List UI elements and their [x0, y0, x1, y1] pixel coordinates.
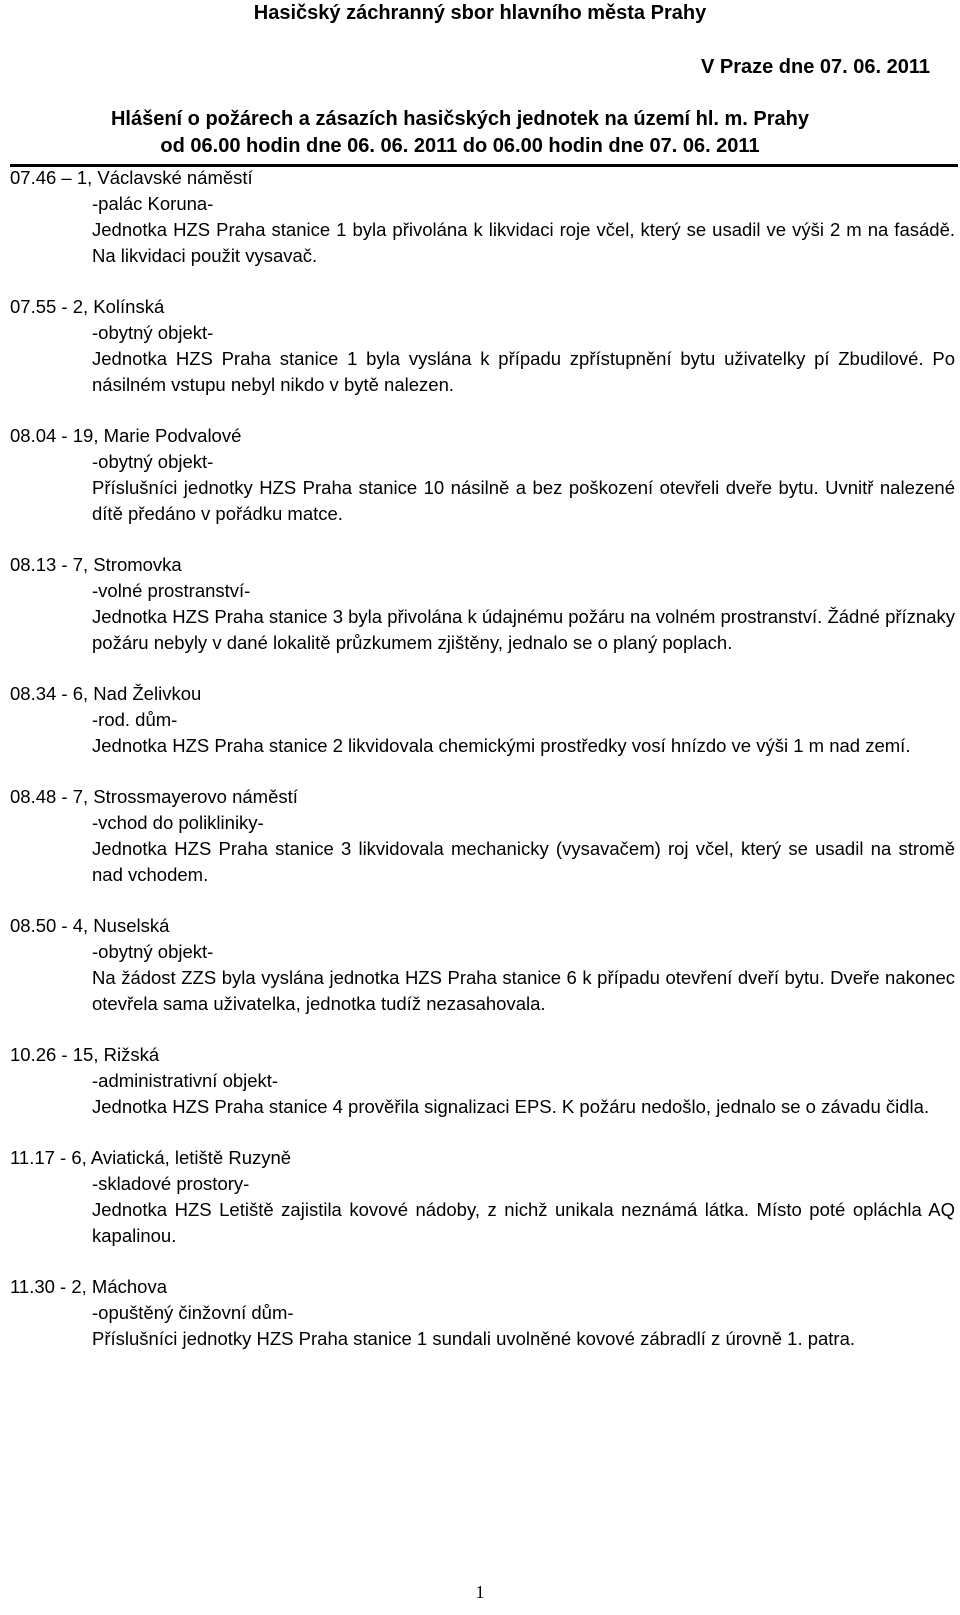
- incident-description: Příslušníci jednotky HZS Praha stanice 10 násilně a bez poškození otevřeli dveře bytu. Uvnitř nalezené dítě předáno v pořádku matce.: [92, 477, 955, 524]
- incident-entry: [10, 784, 955, 888]
- incident-entry: [10, 423, 955, 527]
- page-number: 1: [475, 1582, 485, 1602]
- incident-time-location: 11.30 - 2, Máchova: [10, 1276, 167, 1297]
- incident-description: Jednotka HZS Praha stanice 4 prověřila signalizaci EPS. K požáru nedošlo, jednalo se o závadu čidla.: [92, 1096, 930, 1117]
- incident-object: -obytný objekt-: [92, 941, 214, 962]
- incident-entry: [10, 1145, 955, 1249]
- incident-object: -opuštěný činžovní dům-: [92, 1302, 294, 1323]
- org-title: Hasičský záchranný sbor hlavního města Prahy: [253, 2, 707, 24]
- incident-description: Na žádost ZZS byla vyslána jednotka HZS Praha stanice 6 k případu otevření dveří bytu. Dveře nakonec otevřela sama uživatelka, jednotka tudíž nezasahovala.: [92, 967, 955, 1014]
- incident-time-location: 08.13 - 7, Stromovka: [10, 554, 182, 575]
- incident-time-location: 07.46 – 1, Václavské náměstí: [10, 167, 253, 188]
- incident-list: [10, 165, 955, 1377]
- report-date: V Praze dne 07. 06. 2011: [700, 56, 930, 78]
- incident-entry: [10, 294, 955, 398]
- incident-time-location: 10.26 - 15, Rižská: [10, 1044, 160, 1065]
- incident-object: -volné prostranství-: [92, 580, 251, 601]
- incident-description: Jednotka HZS Praha stanice 1 byla vyslána k případu zpřístupnění bytu uživatelky pí Zbudilové. Po násilném vstupu nebyl nikdo v bytě nalezen.: [92, 348, 955, 395]
- report-title-line-1: Hlášení o požárech a zásazích hasičských jednotek na území hl. m. Prahy: [110, 108, 810, 130]
- incident-entry: [10, 1274, 955, 1352]
- incident-object: -skladové prostory-: [92, 1173, 250, 1194]
- incident-description: Jednotka HZS Praha stanice 1 byla přivolána k likvidaci roje včel, který se usadil ve výši 2 m na fasádě. Na likvidaci použit vysavač.: [92, 219, 955, 266]
- incident-description: Jednotka HZS Praha stanice 2 likvidovala chemickými prostředky vosí hnízdo ve výši 1 m nad zemí.: [92, 735, 911, 756]
- report-title: [0, 106, 920, 160]
- incident-entry: [10, 1042, 955, 1120]
- incident-time-location: 08.04 - 19, Marie Podvalové: [10, 425, 242, 446]
- report-title-line-2: od 06.00 hodin dne 06. 06. 2011 do 06.00 hodin dne 07. 06. 2011: [160, 135, 760, 157]
- incident-entry: [10, 913, 955, 1017]
- incident-time-location: 11.17 - 6, Aviatická, letiště Ruzyně: [10, 1147, 292, 1168]
- incident-time-location: 08.48 - 7, Strossmayerovo náměstí: [10, 786, 298, 807]
- incident-entry: [10, 681, 955, 759]
- incident-entry: [10, 165, 955, 269]
- incident-object: -obytný objekt-: [92, 451, 214, 472]
- incident-object: -palác Koruna-: [92, 193, 214, 214]
- incident-time-location: 08.50 - 4, Nuselská: [10, 915, 170, 936]
- incident-entry: [10, 552, 955, 656]
- incident-object: -vchod do polikliniky-: [92, 812, 264, 833]
- incident-time-location: 07.55 - 2, Kolínská: [10, 296, 165, 317]
- incident-description: Jednotka HZS Praha stanice 3 likvidovala mechanicky (vysavačem) roj včel, který se usadil na stromě nad vchodem.: [92, 838, 955, 885]
- incident-object: -administrativní objekt-: [92, 1070, 279, 1091]
- incident-time-location: 08.34 - 6, Nad Želivkou: [10, 683, 202, 704]
- incident-object: -rod. dům-: [92, 709, 178, 730]
- incident-object: -obytný objekt-: [92, 322, 214, 343]
- incident-description: Příslušníci jednotky HZS Praha stanice 1 sundali uvolněné kovové zábradlí z úrovně 1. patra.: [92, 1328, 856, 1349]
- incident-description: Jednotka HZS Praha stanice 3 byla přivolána k údajnému požáru na volném prostranství. Žádné příznaky požáru nebyly v dané lokalitě průzkumem zjištěny, jednalo se o planý poplach.: [92, 606, 955, 653]
- incident-description: Jednotka HZS Letiště zajistila kovové nádoby, z nichž unikala neznámá látka. Místo poté opláchla AQ kapalinou.: [92, 1199, 955, 1246]
